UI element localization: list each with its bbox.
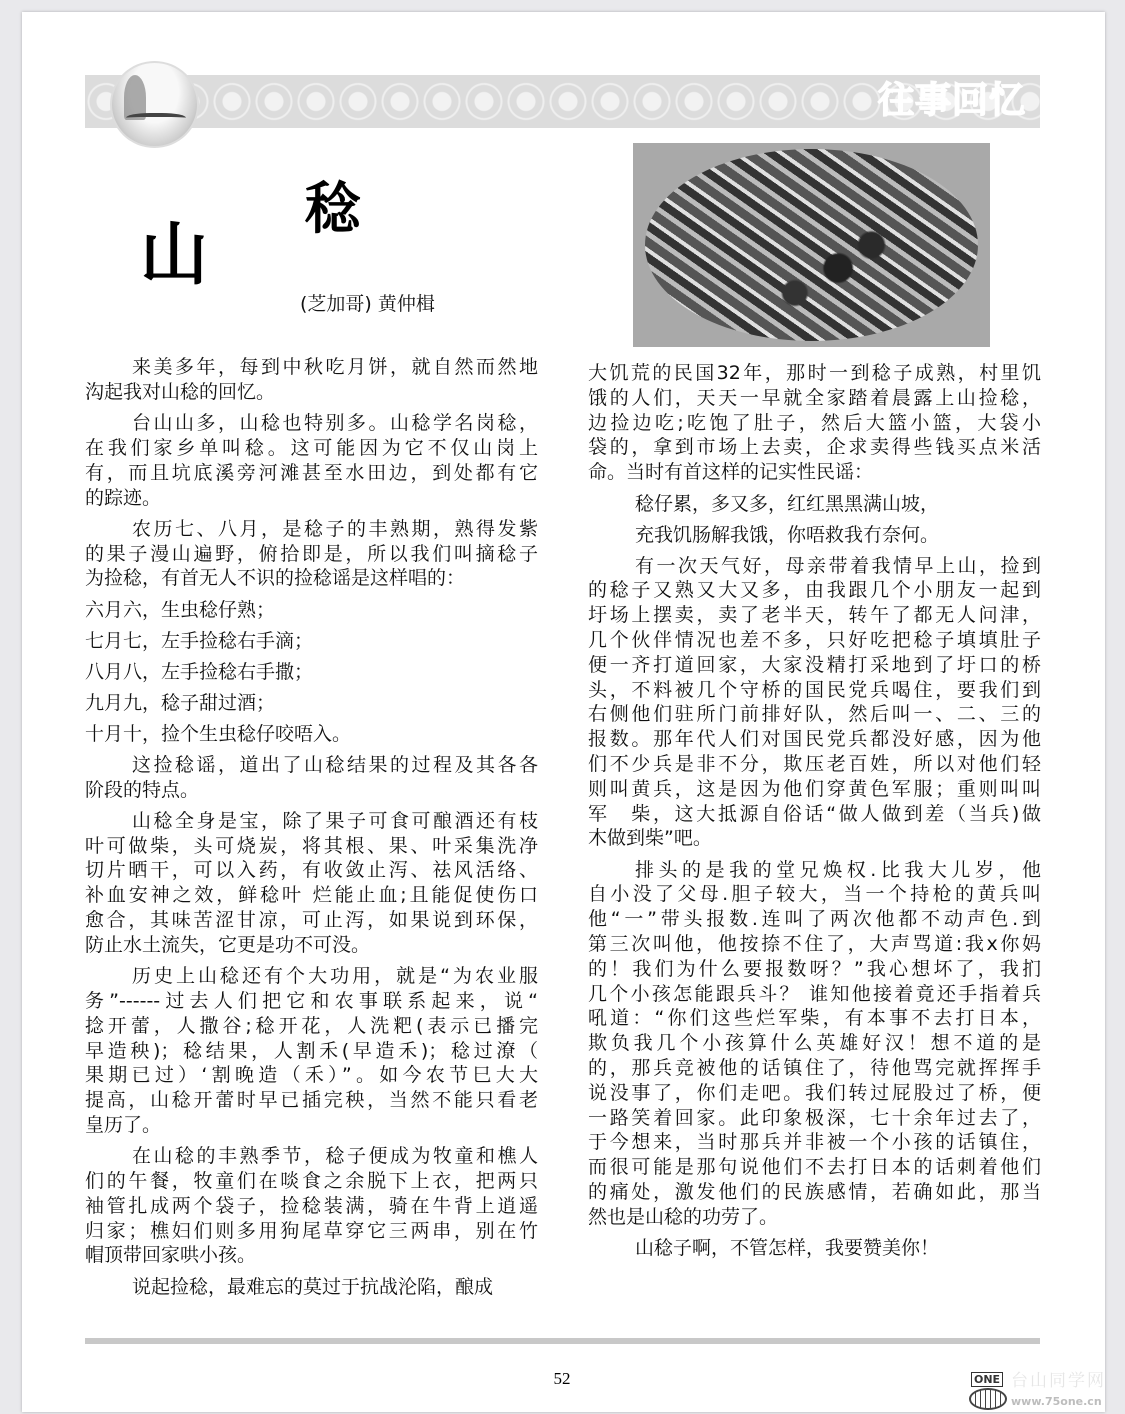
paragraph-line: 几个小孩怎能跟兵斗？ 谁知他接着竟还手指着兵 [588, 982, 1041, 1005]
verse-line: 十月十，捡个生虫稔仔咬唔入。 [85, 722, 352, 745]
paragraph-line: 切片晒干，可以入药，有收敛止泻、祛风活络、 [85, 859, 538, 882]
berry-photo-oval [645, 149, 978, 341]
paragraph-line: 提高，山稔开蕾时早已插完秧，当然不能只看老 [85, 1089, 538, 1112]
paragraph-line: 排头的是我的堂兄焕权.比我大儿岁，他 [635, 858, 1041, 881]
paragraph-line: 的！我们为什么要报数呀？”我心想坏了，我扪 [588, 957, 1041, 980]
paragraph-line: 归家；樵妇们则多用狗尾草穿它三两串，别在竹 [85, 1219, 538, 1242]
page-number: 52 [553, 1369, 571, 1388]
paragraph-line: 军 柴，这大抵源自俗话“做人做到差（当兵)做 [588, 802, 1041, 825]
paragraph-line: 果期已过）‘割晚造（禾）”。如今农节巳大大 [85, 1064, 538, 1087]
paragraph-line: 欺负我几个小孩算什么英雄好汉！想不道的是 [588, 1032, 1041, 1055]
paragraph-line: 为捡稔，有首无人不识的捡稔谣是这样唱的： [85, 567, 466, 590]
one-logo-text: ONE [971, 1372, 1003, 1387]
paragraph-line: 大饥荒的民国32年，那时一到稔子成熟，村里饥 [588, 362, 1041, 384]
paragraph-line: 有，而且坑底溪旁河滩甚至水田边，到处都有它 [85, 461, 538, 484]
article-title-char-1: 山 [140, 216, 209, 295]
paragraph-line: 的，那兵竞被他的话镇住了，待他骂完就挥挥手 [588, 1057, 1041, 1079]
paragraph-line: 农历七、八月，是稔子的丰熟期，熟得发紫 [132, 517, 538, 540]
verse-line: 稔仔累，多又多，红红黑黑满山坡， [635, 492, 940, 515]
watermark-logo [965, 1372, 1115, 1410]
paragraph-line: 有一次天气好，母亲带着我情早上山，捡到 [635, 554, 1041, 577]
section-title: 往事回忆 [877, 80, 1026, 121]
paragraph-line: 圩场上摆卖，卖了老半天，转午了都无人问津， [588, 604, 1041, 627]
watermark-url: www.75one.cn [1011, 1395, 1102, 1408]
paragraph-line: 台山山多，山稔也特别多。山稔学名岗稔， [132, 412, 538, 435]
verse-line: 七月七，左手捡稔右手滴； [85, 629, 314, 652]
paragraph-line: 命。当时有首这样的记实性民谣： [588, 461, 874, 484]
paragraph-line: 则叫黄兵，这是因为他们穿黄色军服；重则叫叫 [588, 777, 1041, 800]
paragraph-line: 头，不料被几个守桥的国民党兵喝住，要我们到 [588, 678, 1041, 701]
paragraph-line: 在山稔的丰熟季节，稔子便成为牧童和樵人 [132, 1145, 538, 1168]
paragraph-line: 然也是山稔的功劳了。 [588, 1205, 779, 1228]
footer-rule [85, 1338, 1040, 1344]
paragraph-line: 们的午餐，牧童们在啖食之余脱下上衣，把两只 [85, 1170, 538, 1192]
paragraph-line: 在我们家乡单叫稔。这可能因为它不仅山岗上 [85, 436, 538, 459]
paragraph-line: 便一齐打道回家，大家没精打采地到了圩口的桥 [588, 653, 1041, 676]
paragraph-line: 一路笑着回家。此印象极深，七十余年过去了， [588, 1106, 1041, 1129]
paragraph-line: 的果子漫山遍野，俯拾即是，所以我们叫摘稔子 [85, 542, 538, 565]
paragraph-line: 自小没了父母.胆子较大，当一个持枪的黄兵叫 [588, 883, 1041, 906]
paragraph-line: 边捡边吃;吃饱了肚子，然后大篮小篮，大袋小 [588, 411, 1041, 434]
paragraph-line: 皇历了。 [85, 1113, 162, 1136]
watermark-site-name: 台山同学网 [1011, 1371, 1106, 1391]
paragraph-line: 叶可做柴，头可烧炭，将其根、果、叶采集洗净 [85, 834, 538, 857]
paragraph-line: 历史上山稔还有个大功用，就是“为农业服 [132, 965, 538, 988]
paragraph-line: 吼道：“你们这些烂军柴，有本事不去打日本， [588, 1007, 1041, 1030]
paragraph-line: 的踪迹。 [85, 486, 162, 509]
paragraph-line: 几个伙伴情况也差不多，只好吃把稔子填填肚子 [588, 628, 1041, 651]
paragraph-line: 山稔全身是宝，除了果子可食可酿酒还有枝 [132, 809, 538, 832]
globe-icon [969, 1388, 1007, 1410]
paragraph-line: 捻开蕾，人撒谷;稔开花，人洗粑(表示已播完 [85, 1014, 538, 1037]
paragraph-line: 木做到柴”吧。 [588, 827, 712, 850]
paragraph-line: 这捡稔谣，道出了山稔结果的过程及其各各 [132, 753, 538, 776]
berry-photo [633, 143, 990, 347]
paragraph-line: 袖管扎成两个袋子，捡稔装满，骑在牛背上逍遥 [85, 1194, 538, 1217]
verse-line: 九月九，稔子甜过酒； [85, 691, 276, 714]
paragraph-line: 务”------过去人们把它和农事联系起来，说“ [85, 989, 538, 1012]
paragraph-line: 山稔子啊，不管怎样，我要赞美你！ [635, 1237, 940, 1260]
paragraph-line: 阶段的特点。 [85, 778, 200, 801]
paragraph-line: 说起捡稔，最难忘的莫过于抗战沦陷，酿成 [132, 1275, 494, 1298]
paragraph-line: 们不少兵是非不分，欺压老百姓，所以对他们轻 [588, 752, 1041, 775]
section-banner [85, 75, 1040, 128]
paragraph-line: 报数。那年代人们对国民党兵都没好感，因为他 [588, 728, 1041, 751]
paragraph-line: 沟起我对山稔的回忆。 [85, 380, 276, 403]
article-title-char-2: 稔 [305, 177, 361, 242]
paragraph-line: 来美多年，每到中秋吃月饼，就自然而然地 [132, 356, 538, 378]
paragraph-line: 第三次叫他，他按捺不住了，大声骂道:我x你妈 [588, 933, 1041, 955]
landscape-medallion-image [110, 61, 199, 148]
verse-line: 八月八，左手捡稔右手撒； [85, 660, 314, 683]
verse-line: 六月六，生虫稔仔熟； [85, 598, 276, 621]
paragraph-line: 右侧他们驻所门前排好队，然后叫一、二、三的 [588, 703, 1041, 726]
paragraph-line: 的稔子又熟又大又多，由我跟几个小朋友一起到 [588, 579, 1041, 602]
paragraph-line: 而很可能是那句说他们不去打日本的话刺着他们 [588, 1156, 1041, 1179]
verse-line: 充我饥肠解我饿，你唔救我冇奈何。 [635, 523, 940, 546]
paragraph-line: 袋的，拿到市场上去卖，企求卖得些钱买点米活 [588, 436, 1041, 459]
paragraph-line: 早造秧)；稔结果，人割禾(早造禾)；稔过潦（ [85, 1039, 538, 1062]
paragraph-line: 饿的人们，天天一早就全家踏着晨露上山捡稔， [588, 386, 1041, 409]
paragraph-line: 的痛处，激发他们的民族感情，若确如此，那当 [588, 1181, 1041, 1203]
article-byline: (芝加哥) 黄仲楫 [300, 293, 435, 315]
paragraph-line: 于今想来，当时那兵并非被一个小孩的话镇住， [588, 1131, 1041, 1154]
paragraph-line: 愈合，其味苦涩甘凉，可止泻，如果说到环保， [85, 909, 538, 931]
paragraph-line: 防止水土流失，它更是功不可没。 [85, 933, 371, 956]
bridge-shape [126, 113, 186, 125]
paragraph-line: 说没事了，你们走吧。我们转过屁股过了桥，便 [588, 1081, 1041, 1104]
paragraph-line: 他“一”带头报数.连叫了两次他都不动声色.到 [588, 908, 1041, 931]
paragraph-line: 补血安神之效，鲜稔叶 烂能止血;且能促使伤口 [85, 884, 538, 907]
paragraph-line: 帽顶带回家哄小孩。 [85, 1244, 257, 1267]
